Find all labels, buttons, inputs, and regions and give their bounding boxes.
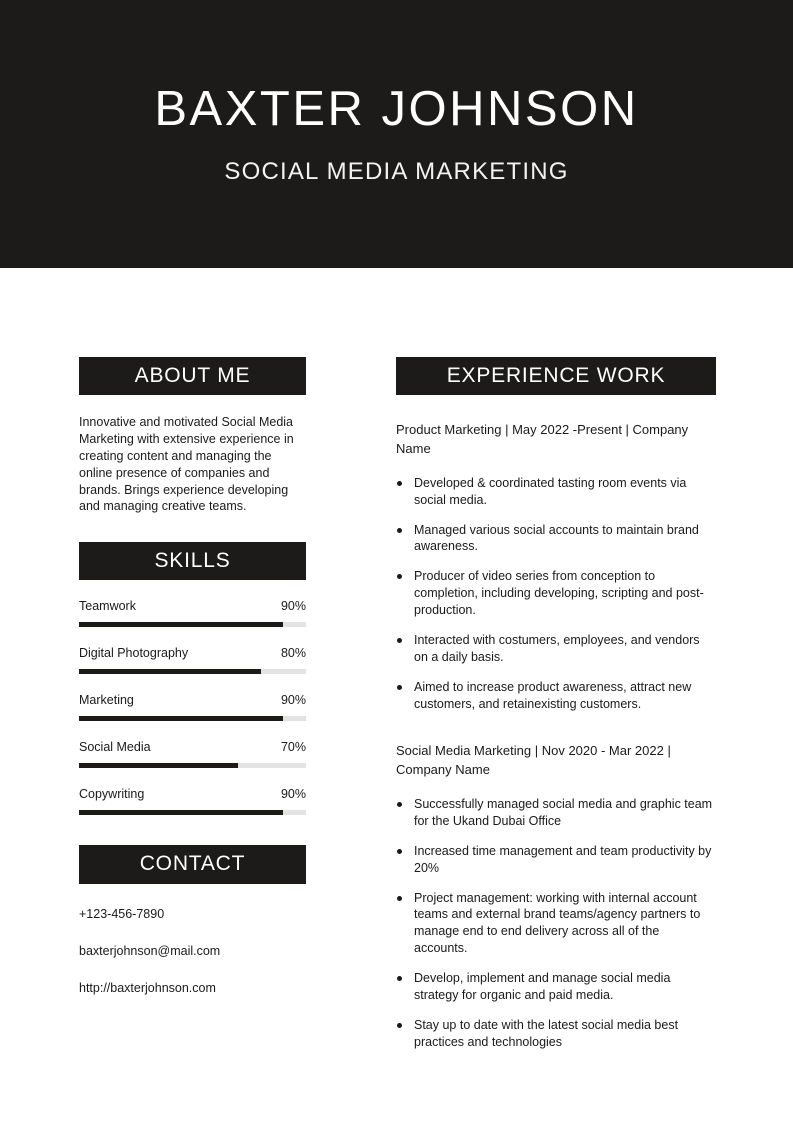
skill-percent: 90%: [280, 693, 306, 708]
skill-percent: 80%: [280, 646, 306, 661]
skill-item: [79, 693, 306, 721]
skill-item: [79, 599, 306, 627]
skill-percent: 90%: [280, 599, 306, 614]
skill-track: [79, 622, 306, 627]
right-column: [396, 357, 716, 1064]
skills-section: [79, 542, 306, 815]
bullet-item: Successfully managed social media and graphic team for the Ukand Dubai Office: [396, 796, 716, 830]
skill-track: [79, 763, 306, 768]
job-title: Social Media Marketing | Nov 2020 - Mar 2022 | Company Name: [396, 743, 671, 778]
skill-label: Social Media: [79, 740, 151, 755]
experience-entry: [396, 421, 716, 712]
skill-label: Copywriting: [79, 787, 145, 802]
bullet-item: Aimed to increase product awareness, attract new customers, and retainexisting customers.: [396, 679, 716, 713]
skill-track: [79, 810, 306, 815]
skill-label: Teamwork: [79, 599, 136, 614]
job-bullets: [396, 796, 716, 1051]
experience-entry: [396, 742, 716, 1050]
skill-item: [79, 740, 306, 768]
candidate-role: SOCIAL MEDIA MARKETING: [224, 157, 569, 185]
experience-heading: EXPERIENCE WORK: [396, 357, 716, 395]
skill-item: [79, 787, 306, 815]
skill-fill: [79, 622, 283, 627]
skill-fill: [79, 810, 283, 815]
skill-fill: [79, 669, 261, 674]
bullet-item: Project management: working with internal account teams and external brand teams/agency partners to manage end to end delivery across all of the accounts.: [396, 890, 716, 958]
bullet-item: Managed various social accounts to maintain brand awareness.: [396, 522, 716, 556]
bullet-item: Increased time management and team productivity by 20%: [396, 843, 716, 877]
skill-label: Digital Photography: [79, 646, 189, 661]
skill-track: [79, 669, 306, 674]
skill-track: [79, 716, 306, 721]
contact-section: [79, 845, 306, 994]
skill-label: Marketing: [79, 693, 134, 708]
contact-phone: +123-456-7890: [79, 906, 165, 921]
skill-percent: 70%: [280, 740, 306, 755]
header-banner: [0, 0, 793, 268]
job-title: Product Marketing | May 2022 -Present | Company Name: [396, 422, 689, 456]
skill-percent: 90%: [280, 787, 306, 802]
bullet-item: Developed & coordinated tasting room events via social media.: [396, 475, 716, 509]
bullet-item: Interacted with costumers, employees, and vendors on a daily basis.: [396, 632, 716, 666]
about-text: Innovative and motivated Social Media Marketing with extensive experience in creating content and managing the online presence of companies and brands. Brings experience developing and managing creative teams.: [79, 415, 294, 514]
contact-heading: CONTACT: [79, 845, 306, 883]
left-column: [79, 357, 306, 995]
bullet-item: Producer of video series from conception to completion, including developing, scripting and post-production.: [396, 568, 716, 619]
skill-fill: [79, 716, 283, 721]
contact-email[interactable]: baxterjohnson@mail.com: [79, 943, 221, 958]
candidate-name: BAXTER JOHNSON: [154, 81, 639, 136]
contact-website[interactable]: http://baxterjohnson.com: [79, 980, 216, 995]
bullet-item: Stay up to date with the latest social media best practices and technologies: [396, 1017, 716, 1051]
skill-fill: [79, 763, 238, 768]
bullet-item: Develop, implement and manage social media strategy for organic and paid media.: [396, 970, 716, 1004]
skills-heading: SKILLS: [79, 542, 306, 580]
job-bullets: [396, 475, 716, 713]
about-heading: ABOUT ME: [79, 357, 306, 395]
skill-item: [79, 646, 306, 674]
